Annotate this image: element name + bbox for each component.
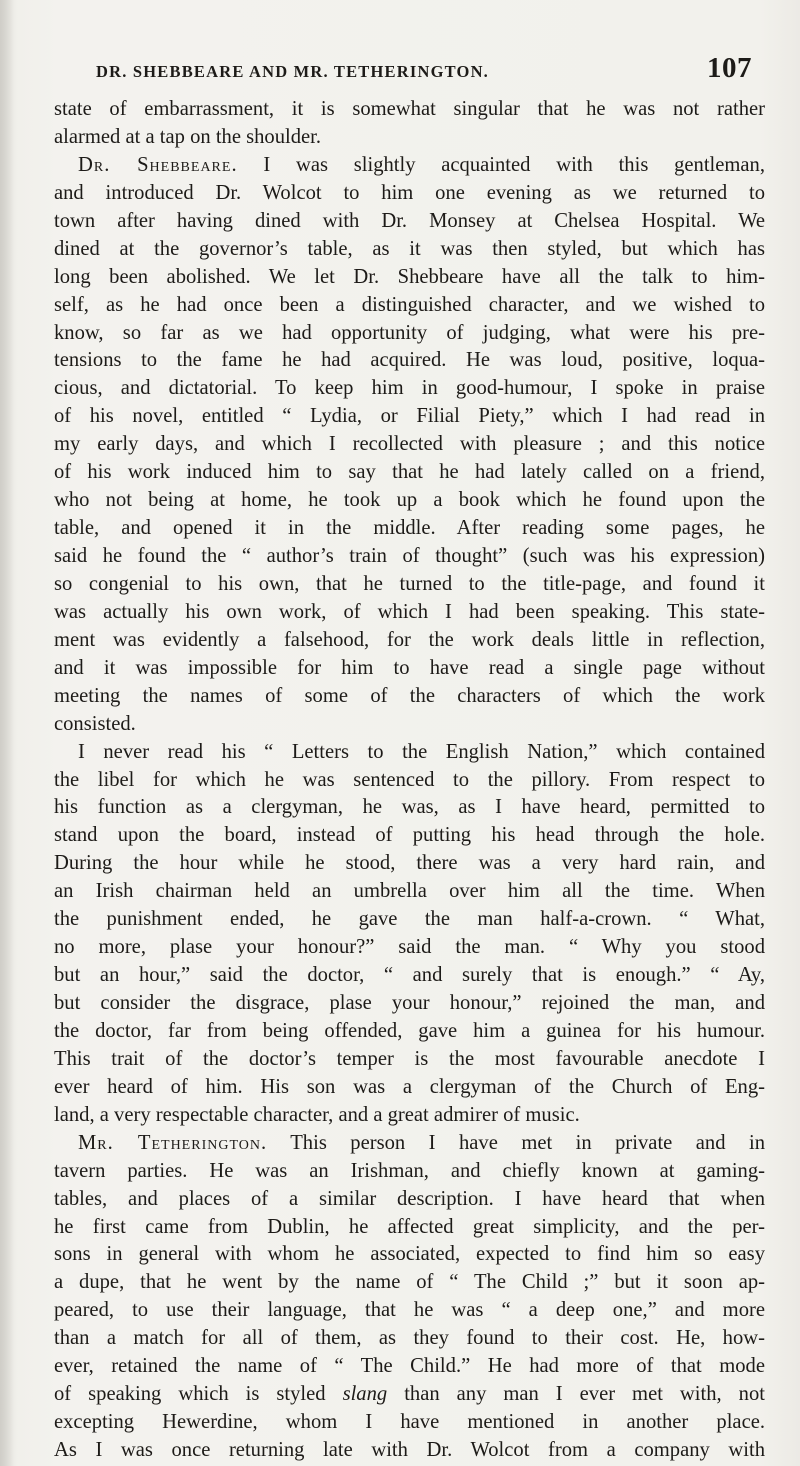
line-text: meeting the names of some of the characters of which the work	[54, 684, 765, 707]
text-line	[54, 1018, 765, 1046]
line-text: consisted.	[54, 712, 136, 735]
text-line	[54, 124, 765, 152]
line-text: he first came from Dublin, he affected great simplicity, and the per-	[54, 1215, 765, 1238]
text-line	[54, 1297, 765, 1325]
line-text: the libel for which he was sentenced to the pillory. From respect to	[54, 768, 765, 791]
line-text: know, so far as we had opportunity of judging, what were his pre-	[54, 321, 765, 344]
line-text: and introduced Dr. Wolcot to him one evening as we returned to	[54, 181, 765, 204]
text-line	[54, 767, 765, 795]
text-line	[54, 208, 765, 236]
text-line	[54, 1074, 765, 1102]
line-text: the punishment ended, he gave the man half-a-crown. “ What,	[54, 908, 765, 931]
line-text: his function as a clergyman, he was, as I have heard, permitted to	[54, 796, 765, 819]
line-text: so congenial to his own, that he turned to the title-page, and found it	[54, 572, 765, 595]
text-line	[54, 1409, 765, 1437]
italic-word: slang	[342, 1383, 388, 1406]
body-text	[54, 96, 765, 1465]
line-text: peared, to use their language, that he was “ a deep one,” and more	[54, 1299, 765, 1322]
text-line	[54, 96, 765, 124]
line-text: sons in general with whom he associated, expected to find him so easy	[54, 1243, 765, 1266]
line-text: ever heard of him. His son was a clergyman of the Church of Eng-	[54, 1075, 765, 1098]
running-head	[40, 52, 752, 92]
text-line	[54, 320, 765, 348]
text-line	[54, 1186, 765, 1214]
line-text: This trait of the doctor’s temper is the most favourable anecdote I	[54, 1047, 765, 1070]
line-text: I never read his “ Letters to the English Nation,” which contained	[78, 740, 765, 763]
line-text: of his work induced him to say that he had lately called on a friend,	[54, 461, 765, 484]
line-text: self, as he had once been a distinguished character, and we wished to	[54, 293, 765, 316]
line-text: than a match for all of them, as they found to their cost. He, how-	[54, 1327, 765, 1350]
line-text: my early days, and which I recollected with pleasure ; and this notice	[54, 433, 765, 456]
text-line	[54, 1381, 765, 1409]
text-line	[54, 599, 765, 627]
line-text: an Irish chairman held an umbrella over him all the time. When	[54, 880, 765, 903]
text-line	[54, 236, 765, 264]
text-line	[54, 822, 765, 850]
line-text: town after having dined with Dr. Monsey at Chelsea Hospital. We	[54, 209, 765, 232]
line-text: tavern parties. He was an Irishman, and chiefly known at gaming-	[54, 1159, 765, 1182]
line-text: cious, and dictatorial. To keep him in good-humour, I spoke in praise	[54, 377, 765, 400]
line-text: but consider the disgrace, plase your honour,” rejoined the man, and	[54, 992, 765, 1014]
line-text: state of embarrassment, it is somewhat singular that he was not rather	[54, 98, 765, 120]
line-text: dined at the governor’s table, as it was then styled, but which has	[54, 237, 765, 260]
line-text: of speaking which is styled	[54, 1383, 326, 1406]
text-line	[54, 1214, 765, 1242]
line-text: said he found the “ author’s train of thought” (such was his expression)	[54, 545, 765, 567]
text-line	[54, 1269, 765, 1297]
line-text: tables, and places of a similar description. I have heard that when	[54, 1187, 765, 1210]
line-text: than any man I ever met with, not	[387, 1383, 765, 1406]
text-line	[54, 1437, 765, 1465]
line-text: was actually his own work, of which I had been speaking. This state-	[54, 600, 765, 623]
line-text: stand upon the board, instead of putting his head through the hole.	[54, 824, 765, 847]
text-line	[54, 543, 765, 571]
text-line	[54, 906, 765, 934]
text-line	[54, 571, 765, 599]
text-line	[54, 1102, 765, 1130]
text-line	[54, 990, 765, 1018]
text-line	[54, 1325, 765, 1353]
line-text: a dupe, that he went by the name of “ The Child ;” but it soon ap-	[54, 1271, 765, 1294]
line-text: and it was impossible for him to have read a single page without	[54, 656, 765, 679]
text-line	[54, 1130, 765, 1158]
line-text: long been abolished. We let Dr. Shebbeare have all the talk to him-	[54, 265, 765, 288]
text-line	[54, 152, 765, 180]
text-line	[54, 962, 765, 990]
text-line	[54, 1158, 765, 1186]
line-text: but an hour,” said the doctor, “ and surely that is enough.” “ Ay,	[54, 964, 765, 987]
line-text: of his novel, entitled “ Lydia, or Filial Piety,” which I had read in	[54, 405, 765, 428]
line-text: ment was evidently a falsehood, for the work deals little in reflection,	[54, 628, 765, 651]
line-text: ever, retained the name of “ The Child.” He had more of that mode	[54, 1355, 765, 1378]
line-text: This person I have met in private and in	[267, 1131, 765, 1154]
speaker-heading: Mr. Tetherington.	[78, 1131, 268, 1154]
text-line	[54, 515, 765, 543]
line-text: who not being at home, he took up a book which he found upon the	[54, 489, 765, 512]
running-title: DR. SHEBBEARE AND MR. TETHERINGTON.	[96, 62, 490, 81]
text-line	[54, 1046, 765, 1074]
text-line	[54, 459, 765, 487]
text-line	[54, 655, 765, 683]
text-line	[54, 794, 765, 822]
line-text: I was slightly acquainted with this gentleman,	[237, 153, 766, 176]
text-line	[54, 739, 765, 767]
text-line	[54, 1353, 765, 1381]
text-line	[54, 347, 765, 375]
text-line	[54, 683, 765, 711]
text-line	[54, 292, 765, 320]
line-text: table, and opened it in the middle. After reading some pages, he	[54, 517, 765, 540]
text-line	[54, 264, 765, 292]
text-line	[54, 403, 765, 431]
line-text: alarmed at a tap on the shoulder.	[54, 125, 322, 148]
text-line	[54, 487, 765, 515]
line-text: the doctor, far from being offended, gave him a guinea for his humour.	[54, 1019, 765, 1042]
text-line	[54, 878, 765, 906]
line-text: excepting Hewerdine, whom I have mentioned in another place.	[54, 1411, 765, 1434]
line-text: As I was once returning late with Dr. Wolcot from a company with	[54, 1439, 765, 1461]
text-line	[54, 850, 765, 878]
text-line	[54, 627, 765, 655]
text-line	[54, 711, 765, 739]
line-text: land, a very respectable character, and a great admirer of music.	[54, 1103, 580, 1126]
line-text: no more, plase your honour?” said the man. “ Why you stood	[54, 936, 765, 959]
text-line	[54, 934, 765, 962]
text-line	[54, 431, 765, 459]
line-text: During the hour while he stood, there was a very hard rain, and	[54, 852, 765, 875]
speaker-heading: Dr. Shebbeare.	[78, 153, 238, 176]
binding-gutter-shadow	[0, 0, 14, 1466]
text-line	[54, 375, 765, 403]
page-number: 107	[707, 52, 752, 84]
text-line	[54, 1241, 765, 1269]
line-text: tensions to the fame he had acquired. He was loud, positive, loqua-	[54, 349, 765, 372]
text-line	[54, 180, 765, 208]
